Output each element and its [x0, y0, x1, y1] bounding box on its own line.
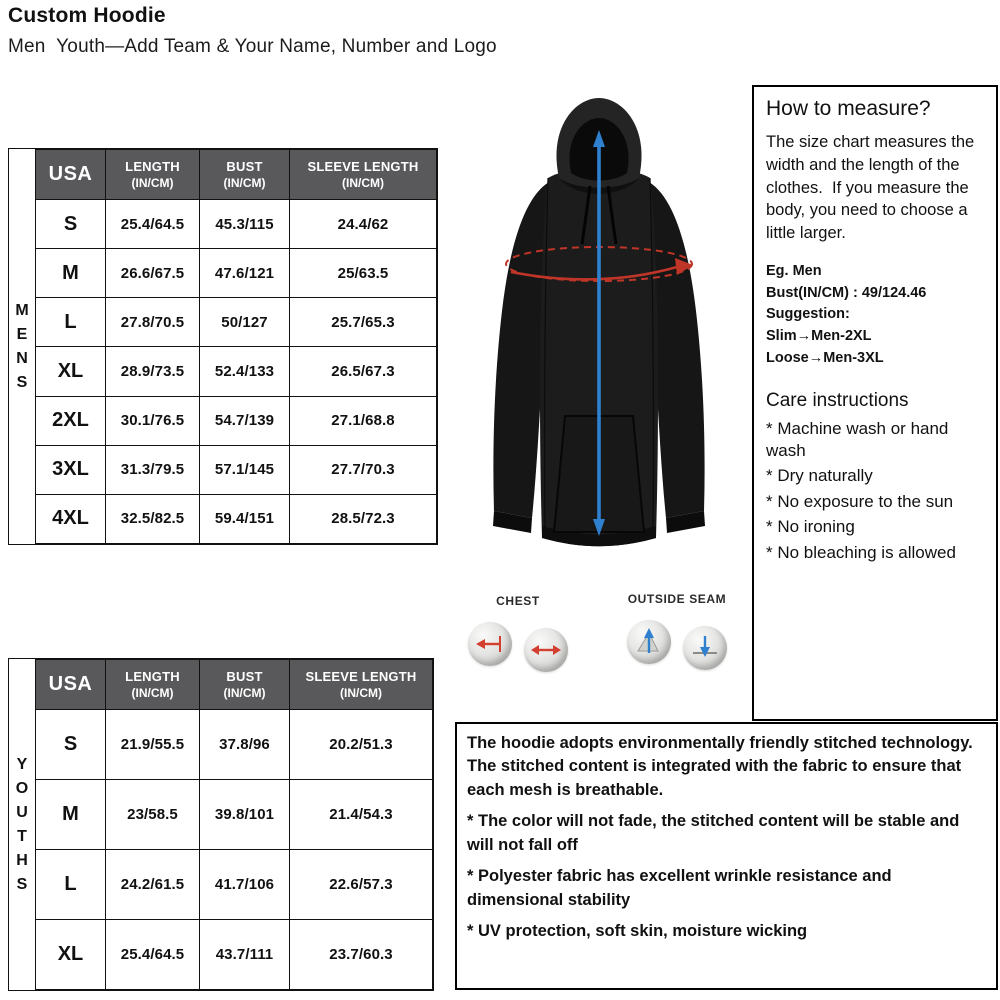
- youths-group-column: [9, 659, 35, 990]
- table-row: [36, 249, 437, 298]
- seam-measure-icon: [627, 620, 671, 664]
- page-title: Custom Hoodie: [8, 4, 166, 27]
- length-cell: 24.2/61.5: [106, 850, 200, 920]
- sleeve-cell: 27.7/70.3: [290, 445, 437, 494]
- care-item: * No ironing: [766, 517, 855, 537]
- length-column-header: [106, 150, 200, 200]
- table-row: [36, 445, 437, 494]
- table-row: [36, 494, 437, 543]
- length-cell: 28.9/73.5: [106, 347, 200, 396]
- size-cell: M: [36, 249, 106, 298]
- product-note: * Polyester fabric has excellent wrinkle resistance and dimensional stability: [467, 867, 892, 909]
- bust-cell: 50/127: [200, 298, 290, 347]
- length-column-header: [106, 660, 200, 710]
- mens-group-label: MENS: [15, 301, 29, 391]
- sleeve-cell: 20.2/51.3: [290, 710, 433, 780]
- sleeve-column-header: [290, 150, 437, 200]
- chest-measure-icon: [468, 622, 512, 666]
- size-cell: L: [36, 298, 106, 347]
- length-header-unit: (IN/CM): [131, 686, 174, 700]
- seam-arrow-up-icon: [631, 624, 667, 660]
- sleeve-cell: 26.5/67.3: [290, 347, 437, 396]
- care-item: * Dry naturally: [766, 466, 873, 486]
- size-cell: XL: [36, 920, 106, 990]
- youths-header-row: [36, 660, 433, 710]
- length-cell: 23/58.5: [106, 780, 200, 850]
- seam-arrow-down-icon: [687, 630, 723, 666]
- table-row: [36, 780, 433, 850]
- sleeve-cell: 25.7/65.3: [290, 298, 437, 347]
- bust-cell: 52.4/133: [200, 347, 290, 396]
- bust-column-header: [200, 660, 290, 710]
- sleeve-header-unit: (IN/CM): [340, 686, 382, 700]
- table-row: [36, 850, 433, 920]
- bust-cell: 57.1/145: [200, 445, 290, 494]
- length-cell: 30.1/76.5: [106, 396, 200, 445]
- sleeve-header-unit: (IN/CM): [342, 176, 384, 190]
- table-row: [36, 920, 433, 990]
- chest-measure-group: [458, 594, 578, 672]
- table-row: [36, 298, 437, 347]
- sleeve-cell: 21.4/54.3: [290, 780, 433, 850]
- length-header-unit: (IN/CM): [131, 176, 174, 190]
- usa-column-header: USA: [36, 660, 106, 710]
- size-cell: S: [36, 200, 106, 249]
- product-notes-intro: The hoodie adopts environmentally friendly stitched technology. The stitched content is integrated with the fabric to ensure that each mesh is breathable.: [467, 734, 973, 799]
- sleeve-cell: 22.6/57.3: [290, 850, 433, 920]
- care-item: * Machine wash or hand wash: [766, 418, 949, 461]
- example-line: Loose→Men-3XL: [766, 349, 884, 366]
- table-row: [36, 200, 437, 249]
- example-line: Bust(IN/CM) : 49/124.46: [766, 284, 927, 301]
- hoodie-illustration: [448, 86, 750, 591]
- seam-measure-icon: [683, 626, 727, 670]
- bust-header-unit: (IN/CM): [223, 176, 266, 190]
- youths-group-label: YOUTHS: [15, 755, 29, 893]
- how-to-measure-body: The size chart measures the width and the length of the clothes. If you measure the body, you need to choose a little larger.: [766, 133, 979, 243]
- youths-size-chart: [8, 658, 434, 991]
- mens-header-row: [36, 150, 437, 200]
- length-cell: 31.3/79.5: [106, 445, 200, 494]
- bust-header-label: BUST: [226, 669, 263, 684]
- length-cell: 26.6/67.5: [106, 249, 200, 298]
- product-note: * UV protection, soft skin, moisture wicking: [467, 921, 808, 940]
- bust-column-header: [200, 150, 290, 200]
- length-cell: 32.5/82.5: [106, 494, 200, 543]
- bust-cell: 54.7/139: [200, 396, 290, 445]
- care-item: * No bleaching is allowed: [766, 542, 956, 562]
- size-cell: XL: [36, 347, 106, 396]
- bust-cell: 45.3/115: [200, 200, 290, 249]
- care-item: * No exposure to the sun: [766, 491, 954, 511]
- sleeve-column-header: [290, 660, 433, 710]
- sleeve-cell: 28.5/72.3: [290, 494, 437, 543]
- usa-column-header: USA: [36, 150, 106, 200]
- hoodie-product-image: [448, 86, 750, 591]
- outside-seam-label: OUTSIDE SEAM: [627, 592, 727, 606]
- bust-cell: 43.7/111: [200, 920, 290, 990]
- size-cell: S: [36, 710, 106, 780]
- page-subtitle: Men Youth—Add Team & Your Name, Number and Logo: [8, 36, 497, 57]
- bust-cell: 47.6/121: [200, 249, 290, 298]
- table-row: [36, 347, 437, 396]
- mens-size-chart: [8, 148, 438, 545]
- sleeve-cell: 24.4/62: [290, 200, 437, 249]
- mens-group-column: [9, 149, 35, 544]
- length-header-label: LENGTH: [125, 159, 180, 174]
- bust-cell: 59.4/151: [200, 494, 290, 543]
- chest-arrow-both-icon: [528, 632, 564, 668]
- table-row: [36, 396, 437, 445]
- length-header-label: LENGTH: [125, 669, 180, 684]
- chest-arrow-left-icon: [472, 626, 508, 662]
- size-cell: L: [36, 850, 106, 920]
- size-cell: 4XL: [36, 494, 106, 543]
- bust-cell: 37.8/96: [200, 710, 290, 780]
- size-cell: 2XL: [36, 396, 106, 445]
- product-note: * The color will not fade, the stitched content will be stable and will not fall off: [467, 812, 960, 854]
- bust-header-label: BUST: [226, 159, 263, 174]
- chest-measure-icon: [524, 628, 568, 672]
- example-line: Eg. Men: [766, 262, 822, 279]
- care-instructions-title: Care instructions: [766, 389, 909, 411]
- length-cell: 21.9/55.5: [106, 710, 200, 780]
- sleeve-cell: 27.1/68.8: [290, 396, 437, 445]
- sleeve-header-label: SLEEVE LENGTH: [307, 159, 419, 174]
- sleeve-header-label: SLEEVE LENGTH: [305, 669, 417, 684]
- size-cell: 3XL: [36, 445, 106, 494]
- length-cell: 27.8/70.5: [106, 298, 200, 347]
- bust-cell: 41.7/106: [200, 850, 290, 920]
- youths-table: [35, 659, 433, 990]
- bust-cell: 39.8/101: [200, 780, 290, 850]
- bust-header-unit: (IN/CM): [223, 686, 266, 700]
- table-row: [36, 710, 433, 780]
- sleeve-cell: 23.7/60.3: [290, 920, 433, 990]
- length-cell: 25.4/64.5: [106, 200, 200, 249]
- size-cell: M: [36, 780, 106, 850]
- example-line: Suggestion:: [766, 306, 850, 323]
- how-to-measure-panel: [752, 85, 998, 721]
- how-to-measure-title: How to measure?: [766, 97, 931, 120]
- length-cell: 25.4/64.5: [106, 920, 200, 990]
- chest-label: CHEST: [496, 594, 540, 608]
- example-line: Slim→Men-2XL: [766, 328, 872, 345]
- outside-seam-measure-group: [612, 592, 742, 670]
- sleeve-cell: 25/63.5: [290, 249, 437, 298]
- product-notes-panel: [455, 722, 998, 990]
- mens-table: [35, 149, 437, 544]
